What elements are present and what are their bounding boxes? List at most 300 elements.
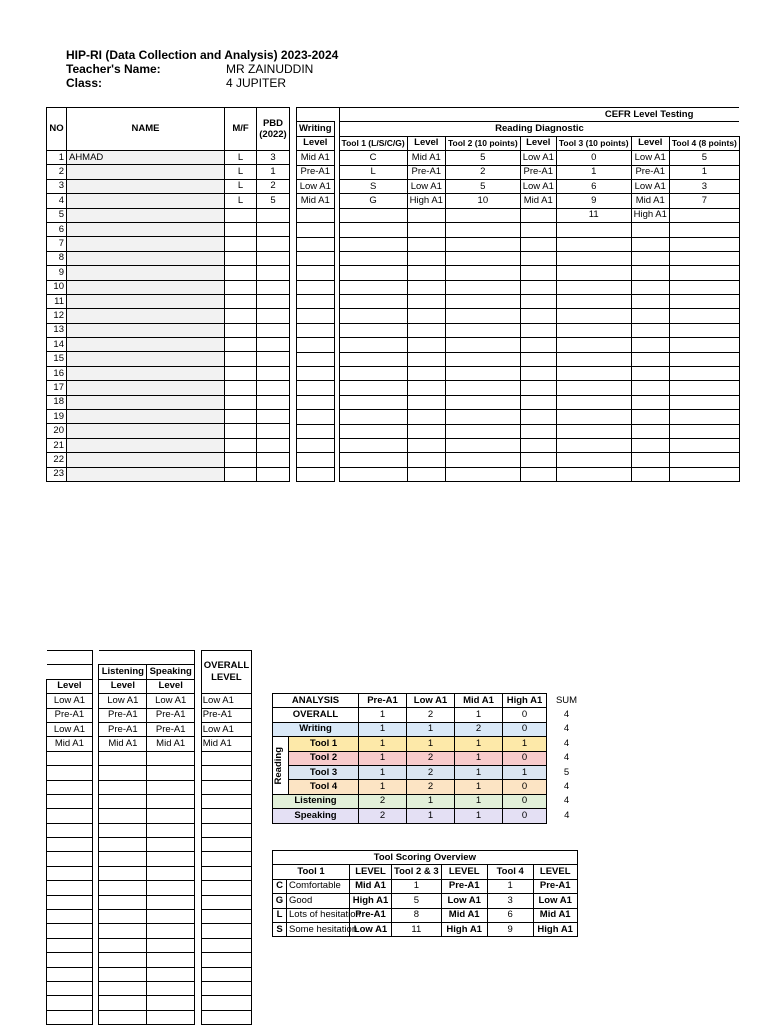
- table-row: [47, 266, 290, 280]
- writing-level: [297, 338, 335, 352]
- cell-l2: [520, 424, 556, 438]
- col-header-level3: Level: [631, 136, 669, 150]
- cell-t1: [339, 208, 407, 222]
- cell-l1: [407, 395, 445, 409]
- spacer: [195, 938, 202, 952]
- cell-t2: 5: [445, 179, 520, 193]
- writing-level: Mid A1: [297, 194, 335, 208]
- spacer: [92, 766, 99, 780]
- speaking-level: [147, 938, 195, 952]
- spacer: [195, 823, 202, 837]
- cell-t2: [445, 395, 520, 409]
- speaking-level: [147, 751, 195, 765]
- spacer: [92, 910, 99, 924]
- row-number: 11: [47, 294, 67, 308]
- row-number: 8: [47, 251, 67, 265]
- table-row: [47, 694, 252, 708]
- pbd-score: [256, 266, 289, 280]
- table-row: [47, 467, 290, 481]
- spacer: [92, 823, 99, 837]
- cell-l2: [520, 266, 556, 280]
- speaking-level: [147, 852, 195, 866]
- cell-t4: [669, 323, 739, 337]
- table-row: [297, 151, 740, 165]
- overall-level: [201, 938, 251, 952]
- table-row: [47, 280, 290, 294]
- skill-level: [47, 910, 93, 924]
- student-name: [66, 266, 224, 280]
- writing-level: [297, 251, 335, 265]
- cell-t4: [669, 367, 739, 381]
- table-row: [47, 780, 252, 794]
- cell-t1: S: [339, 179, 407, 193]
- cell-l1: [407, 381, 445, 395]
- col-header-scoring-tool4: Tool 4: [487, 865, 533, 879]
- speaking-level: [147, 996, 195, 1010]
- writing-level: Low A1: [297, 179, 335, 193]
- cell-t3: [556, 395, 631, 409]
- table-row: [47, 866, 252, 880]
- student-name: [66, 208, 224, 222]
- table-row: [47, 395, 290, 409]
- overall-level: Low A1: [201, 722, 251, 736]
- cell-t1: L: [339, 165, 407, 179]
- col-header-mf: M/F: [225, 108, 257, 151]
- row-number: 1: [47, 151, 67, 165]
- reading-vertical-label: Reading: [273, 746, 284, 785]
- col-header-tool3: Tool 3 (10 points): [556, 136, 631, 150]
- col-header-writing-level: Level: [297, 136, 335, 150]
- count-low: 2: [407, 765, 455, 779]
- count-mid: 1: [455, 809, 503, 823]
- table-row: [297, 323, 740, 337]
- cell-l1: [407, 208, 445, 222]
- cell-t3: 11: [556, 208, 631, 222]
- cell-t1: [339, 410, 407, 424]
- tool23-level: Mid A1: [441, 908, 487, 922]
- table-row: [47, 294, 290, 308]
- count-mid: 1: [455, 737, 503, 751]
- row-number: 15: [47, 352, 67, 366]
- cell-t3: [556, 237, 631, 251]
- cell-l3: [631, 323, 669, 337]
- analysis-row: [273, 794, 587, 808]
- cell-t1: [339, 323, 407, 337]
- writing-level: [297, 266, 335, 280]
- listening-level: [99, 838, 147, 852]
- cell-t2: [445, 381, 520, 395]
- pbd-score: [256, 208, 289, 222]
- analysis-row: [273, 737, 587, 751]
- cell-t2: [445, 251, 520, 265]
- pbd-score: 5: [256, 194, 289, 208]
- tool23-level: Pre-A1: [441, 879, 487, 893]
- listening-level: [99, 780, 147, 794]
- cell-l3: [631, 410, 669, 424]
- cell-t4: [669, 395, 739, 409]
- scoring-row: [273, 922, 578, 936]
- skill-level: [47, 881, 93, 895]
- spacer: [92, 708, 99, 722]
- student-gender: L: [225, 194, 257, 208]
- overall-level: [201, 895, 251, 909]
- cell-l3: [631, 309, 669, 323]
- cell-l1: Pre-A1: [407, 165, 445, 179]
- table-row: [297, 266, 740, 280]
- cell-t2: [445, 266, 520, 280]
- student-gender: [225, 395, 257, 409]
- cell-t4: 1: [669, 165, 739, 179]
- table-row: [297, 352, 740, 366]
- col-header-sum: SUM: [555, 694, 578, 706]
- analysis-row: [273, 708, 587, 722]
- tool-scoring-title: Tool Scoring Overview: [273, 851, 578, 865]
- tool1-level: Mid A1: [350, 879, 392, 893]
- count-high: 1: [503, 765, 547, 779]
- student-gender: L: [225, 165, 257, 179]
- cell-t2: [445, 410, 520, 424]
- table-row: [47, 794, 252, 808]
- cell-t1: [339, 438, 407, 452]
- overall-level: [201, 809, 251, 823]
- reading-diagnostic-header: Reading Diagnostic: [339, 122, 739, 136]
- pbd-score: 3: [256, 151, 289, 165]
- speaking-level: [147, 981, 195, 995]
- spacer: [92, 953, 99, 967]
- count-high: 0: [503, 708, 547, 722]
- tool23-score: 1: [392, 879, 442, 893]
- student-name: [66, 165, 224, 179]
- overall-level: [201, 751, 251, 765]
- row-sum: 4: [563, 723, 570, 735]
- count-pre: 2: [359, 794, 407, 808]
- count-low: 1: [407, 809, 455, 823]
- count-high: 0: [503, 780, 547, 794]
- tool4-score: 9: [487, 922, 533, 936]
- cell-l2: Low A1: [520, 179, 556, 193]
- student-gender: [225, 237, 257, 251]
- table-row: [47, 338, 290, 352]
- cell-t3: 6: [556, 179, 631, 193]
- table-row: [47, 938, 252, 952]
- spacer: [195, 780, 202, 794]
- speaking-level: [147, 838, 195, 852]
- tool23-score: 5: [392, 894, 442, 908]
- spacer: [92, 938, 99, 952]
- cell-l1: [407, 367, 445, 381]
- count-low: 1: [407, 722, 455, 736]
- student-gender: [225, 208, 257, 222]
- table-row: [297, 438, 740, 452]
- analysis-label: Tool 3: [289, 765, 359, 779]
- cell-l2: [520, 438, 556, 452]
- listening-level: [99, 866, 147, 880]
- table-row: [47, 1010, 252, 1024]
- spacer: [195, 996, 202, 1010]
- cell-l3: [631, 352, 669, 366]
- listening-level: [99, 967, 147, 981]
- student-gender: [225, 438, 257, 452]
- student-name: [66, 323, 224, 337]
- cell-t1: [339, 352, 407, 366]
- tool4-level: Low A1: [533, 894, 577, 908]
- student-name: [66, 294, 224, 308]
- tool1-description: Good: [287, 894, 350, 908]
- cell-l3: [631, 237, 669, 251]
- table-row: [47, 967, 252, 981]
- cell-t3: [556, 410, 631, 424]
- listening-level: [99, 809, 147, 823]
- cell-t2: [445, 367, 520, 381]
- count-high: 0: [503, 722, 547, 736]
- student-name: [66, 237, 224, 251]
- col-header-scoring-tool1: Tool 1: [273, 865, 350, 879]
- table-row: [47, 852, 252, 866]
- col-header-speaking: Speaking: [147, 665, 195, 679]
- analysis-row: [273, 780, 587, 794]
- overall-level: [201, 823, 251, 837]
- writing-level: [297, 395, 335, 409]
- overall-level: [201, 910, 251, 924]
- col-header-tool2: Tool 2 (10 points): [445, 136, 520, 150]
- analysis-table: [272, 693, 587, 824]
- student-gender: [225, 352, 257, 366]
- row-number: 18: [47, 395, 67, 409]
- spacer: [195, 881, 202, 895]
- row-number: 4: [47, 194, 67, 208]
- student-gender: [225, 410, 257, 424]
- cell-l3: [631, 395, 669, 409]
- student-name: [66, 309, 224, 323]
- speaking-level: Pre-A1: [147, 722, 195, 736]
- count-low: 2: [407, 751, 455, 765]
- table-row: [297, 237, 740, 251]
- cell-l1: [407, 323, 445, 337]
- pbd-score: 1: [256, 165, 289, 179]
- cell-t1: C: [339, 151, 407, 165]
- analysis-label: Listening: [273, 794, 359, 808]
- tool1-code: S: [273, 922, 287, 936]
- table-row: [297, 410, 740, 424]
- cell-l1: [407, 251, 445, 265]
- spacer: [92, 737, 99, 751]
- cell-t1: [339, 453, 407, 467]
- writing-level: Mid A1: [297, 151, 335, 165]
- writing-level: [297, 424, 335, 438]
- spacer: [195, 910, 202, 924]
- table-row: [297, 165, 740, 179]
- listening-level: [99, 895, 147, 909]
- table-row: [47, 910, 252, 924]
- cell-t4: 5: [669, 151, 739, 165]
- skill-level: [47, 996, 93, 1010]
- writing-level: [297, 323, 335, 337]
- table-row: [297, 424, 740, 438]
- cell-t3: [556, 223, 631, 237]
- table-row: [297, 338, 740, 352]
- cell-l1: Low A1: [407, 179, 445, 193]
- count-high: 0: [503, 809, 547, 823]
- spacer: [195, 751, 202, 765]
- cell-t2: [445, 223, 520, 237]
- cell-l2: [520, 467, 556, 481]
- writing-level: [297, 367, 335, 381]
- student-name: [66, 280, 224, 294]
- cell-l2: [520, 223, 556, 237]
- skill-level: [47, 967, 93, 981]
- pbd-score: [256, 410, 289, 424]
- cell-t4: [669, 424, 739, 438]
- count-high: 1: [503, 737, 547, 751]
- table-row: [297, 295, 740, 309]
- student-gender: [225, 323, 257, 337]
- count-low: 1: [407, 737, 455, 751]
- col-header-name: NAME: [66, 108, 224, 151]
- row-number: 17: [47, 381, 67, 395]
- skills-table: [46, 650, 252, 1025]
- writing-level: Pre-A1: [297, 165, 335, 179]
- cell-l2: Mid A1: [520, 194, 556, 208]
- tool-scoring-table: [272, 850, 578, 937]
- row-sum: 4: [563, 752, 570, 764]
- count-mid: 1: [455, 751, 503, 765]
- table-row: [47, 838, 252, 852]
- analysis-row: [273, 765, 587, 779]
- cell-t1: [339, 280, 407, 294]
- student-gender: [225, 338, 257, 352]
- cell-l3: [631, 453, 669, 467]
- col-header-level1: Level: [407, 136, 445, 150]
- spacer: [92, 794, 99, 808]
- skill-level: Pre-A1: [47, 708, 93, 722]
- row-number: 22: [47, 453, 67, 467]
- table-row: [297, 208, 740, 222]
- spacer: [195, 708, 202, 722]
- speaking-level: [147, 895, 195, 909]
- overall-level: [201, 766, 251, 780]
- analysis-label: Writing: [273, 722, 359, 736]
- table-row: [297, 194, 740, 208]
- cell-l2: [520, 367, 556, 381]
- spacer: [195, 694, 202, 708]
- table-row: [47, 953, 252, 967]
- skill-level: [47, 823, 93, 837]
- skill-level: [47, 766, 93, 780]
- cell-l2: [520, 338, 556, 352]
- cell-t1: [339, 338, 407, 352]
- cell-t3: [556, 352, 631, 366]
- spacer: [92, 852, 99, 866]
- student-name: AHMAD: [66, 151, 224, 165]
- listening-level: [99, 823, 147, 837]
- student-name: [66, 338, 224, 352]
- student-name: [66, 381, 224, 395]
- pbd-score: [256, 366, 289, 380]
- col-header-low-a1: Low A1: [407, 694, 455, 708]
- table-row: [297, 395, 740, 409]
- skill-level: Mid A1: [47, 737, 93, 751]
- cell-t4: [669, 309, 739, 323]
- listening-level: [99, 981, 147, 995]
- table-row: [47, 222, 290, 236]
- cell-l3: [631, 295, 669, 309]
- speaking-level: [147, 794, 195, 808]
- scoring-row: [273, 908, 578, 922]
- cell-l2: [520, 280, 556, 294]
- writing-level: [297, 237, 335, 251]
- cell-l1: Mid A1: [407, 151, 445, 165]
- overall-level: [201, 852, 251, 866]
- table-row: [297, 367, 740, 381]
- cell-t3: [556, 280, 631, 294]
- col-header-mid-a1: Mid A1: [455, 694, 503, 708]
- reading-group-label: [273, 737, 289, 795]
- tool4-level: Mid A1: [533, 908, 577, 922]
- overall-level: [201, 981, 251, 995]
- listening-level: Pre-A1: [99, 722, 147, 736]
- table-row: [47, 381, 290, 395]
- cell-t2: [445, 352, 520, 366]
- cell-t4: [669, 453, 739, 467]
- speaking-level: [147, 881, 195, 895]
- writing-level: [297, 467, 335, 481]
- student-table: [46, 107, 290, 482]
- overall-level: [201, 1010, 251, 1024]
- speaking-level: [147, 823, 195, 837]
- pbd-score: [256, 395, 289, 409]
- student-name: [66, 179, 224, 193]
- cell-t1: [339, 223, 407, 237]
- speaking-level: [147, 766, 195, 780]
- cell-t4: [669, 338, 739, 352]
- col-header-pbd: PBD (2022): [256, 108, 289, 151]
- cell-l1: [407, 424, 445, 438]
- cell-l3: Mid A1: [631, 194, 669, 208]
- pbd-score: [256, 294, 289, 308]
- pbd-score: [256, 338, 289, 352]
- scoring-row: [273, 879, 578, 893]
- cell-t4: [669, 251, 739, 265]
- speaking-level: [147, 924, 195, 938]
- listening-level: Low A1: [99, 694, 147, 708]
- table-row: [47, 194, 290, 208]
- listening-level: [99, 852, 147, 866]
- analysis-label: Tool 1: [289, 737, 359, 751]
- speaking-level: Pre-A1: [147, 708, 195, 722]
- listening-level: [99, 924, 147, 938]
- listening-level: [99, 953, 147, 967]
- table-row: [297, 467, 740, 481]
- col-header-level2: Level: [520, 136, 556, 150]
- row-number: 14: [47, 338, 67, 352]
- listening-level: [99, 910, 147, 924]
- student-gender: L: [225, 179, 257, 193]
- skill-level: [47, 809, 93, 823]
- skill-level: [47, 938, 93, 952]
- speaking-level: [147, 953, 195, 967]
- overall-level: Mid A1: [201, 737, 251, 751]
- cell-t3: [556, 338, 631, 352]
- student-name: [66, 251, 224, 265]
- spacer: [195, 895, 202, 909]
- spacer: [92, 722, 99, 736]
- spacer: [92, 924, 99, 938]
- tool1-description: Comfortable: [287, 879, 350, 893]
- cell-t1: [339, 381, 407, 395]
- tool1-code: C: [273, 879, 287, 893]
- table-row: [47, 996, 252, 1010]
- cell-l2: [520, 395, 556, 409]
